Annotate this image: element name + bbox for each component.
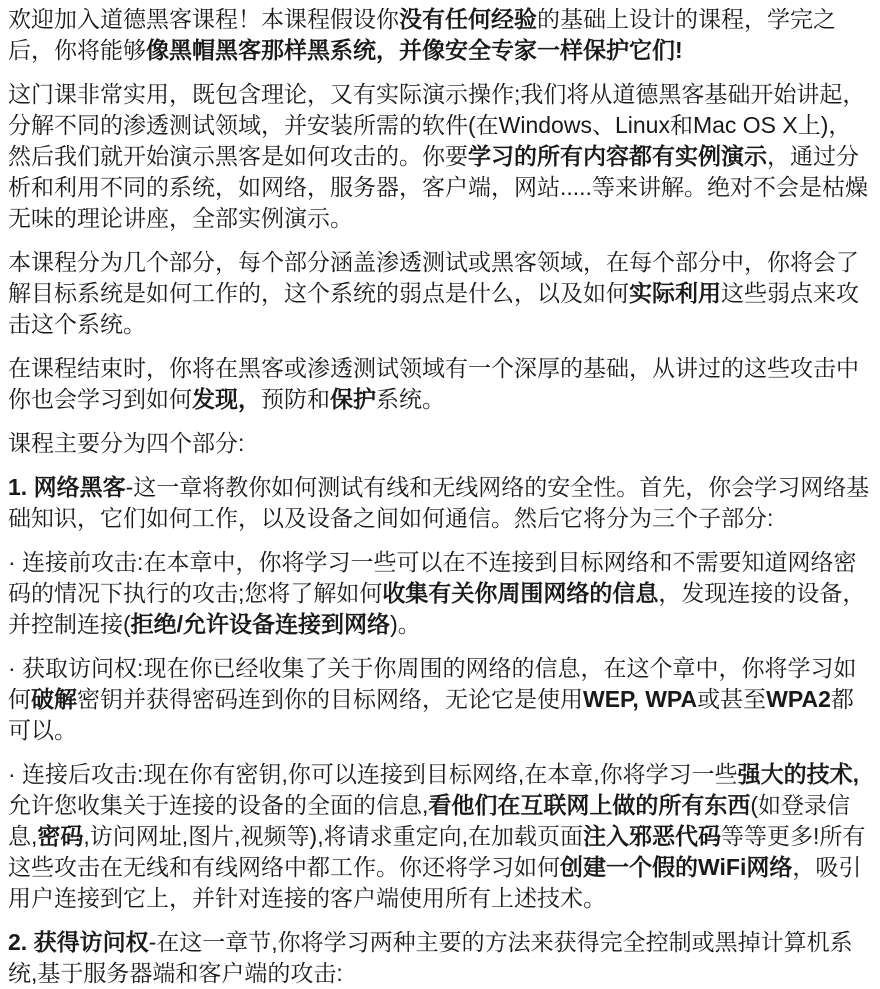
document-body [8, 4, 872, 989]
text-run: 在课程结束时，你将在黑客或渗透测试领域有一个深厚的基础，从讲过的这些攻击中你也会学习到如何 [8, 355, 859, 412]
bold-text-run: WPA2 [766, 686, 831, 712]
text-run: )。 [390, 611, 421, 637]
text-run: 本课程分为几个部分，每个部分涵盖渗透测试或黑客领域，在每个部分中，你将会了解目标系统是如何工作的，这个系统的弱点是什么，以及如何 [8, 249, 859, 306]
bold-text-run: 强大的技术, [737, 761, 860, 787]
bold-text-run: 保护 [330, 386, 376, 412]
bold-text-run: 1. 网络黑客 [8, 474, 126, 500]
bold-text-run: 像黑帽黑客那样黑系统，并像安全专家一样保护它们! [146, 37, 683, 63]
text-run: ,访问网址,图片,视频等),将请求重定向,在加载页面 [83, 823, 584, 849]
text-run: 预防和 [261, 386, 330, 412]
bold-text-run: 2. 获得访问权 [8, 929, 149, 955]
paragraph [8, 79, 872, 234]
text-run: 这些弱点来攻击这个系统。 [8, 280, 859, 337]
text-run: 系统。 [376, 386, 445, 412]
text-run: 都可以。 [8, 686, 854, 743]
paragraph [8, 428, 872, 459]
text-run: 等等更多!所有这些攻击在无线和有线网络中都工作。你还将学习如何 [8, 823, 866, 880]
bold-text-run: 没有任何经验 [399, 6, 537, 32]
paragraph [8, 247, 872, 340]
text-run: (如登录信息, [8, 792, 851, 849]
text-run: 欢迎加入道德黑客课程！本课程假设你 [8, 6, 399, 32]
bold-text-run: 创建一个假的WiFi网络 [560, 854, 793, 880]
bold-text-run: 看他们在互联网上做的所有东西 [428, 792, 751, 818]
bold-text-run: 注入邪恶代码 [583, 823, 722, 849]
paragraph [8, 547, 872, 640]
bold-text-run: 密码 [37, 823, 84, 849]
text-run: 密钥并获得密码连到你的目标网络，无论它是使用 [77, 686, 583, 712]
bold-text-run: 发现， [192, 386, 261, 412]
text-run: ，通过分析和利用不同的系统，如网络，服务器，客户端，网站.....等来讲解。绝对不会是枯燥无味的理论讲座，全部实例演示。 [8, 143, 868, 231]
text-run: · 连接后攻击:现在你有密钥,你可以连接到目标网络,在本章,你将学习一些 [8, 761, 738, 787]
text-run: -这一章将教你如何测试有线和无线网络的安全性。首先，你会学习网络基础知识，它们如何工作，以及设备之间如何通信。然后它将分为三个子部分: [8, 474, 870, 531]
text-run: 这门课非常实用，既包含理论，又有实际演示操作;我们将从道德黑客基础开始讲起，分解不同的渗透测试领域，并安装所需的软件(在Windows、Linux和Mac OS X上)，然后我们就开始演示黑客是如何攻击的。你要 [8, 81, 866, 169]
bold-text-run: WEP, WPA [583, 686, 698, 712]
bold-text-run: 破解 [31, 686, 77, 712]
text-run: · 连接前攻击:在本章中，你将学习一些可以在不连接到目标网络和不需要知道网络密码的情况下执行的攻击;您将了解如何 [8, 549, 857, 606]
text-run: · 获取访问权:现在你已经收集了关于你周围的网络的信息，在这个章中，你将学习如何 [8, 655, 857, 712]
text-run: -在这一章节,你将学习两种主要的方法来获得完全控制或黑掉计算机系统,基于服务器端和客户端的攻击: [8, 929, 853, 986]
paragraph-partial [8, 927, 872, 989]
text-run: ，发现连接的设备，并控制连接( [8, 580, 866, 637]
paragraph [8, 759, 872, 914]
text-run: 课程主要分为四个部分: [8, 430, 245, 456]
paragraph [8, 4, 872, 66]
text-run: ，吸引用户连接到它上，并针对连接的客户端使用所有上述技术。 [8, 854, 862, 911]
text-run: 允许您收集关于连接的设备的全面的信息, [8, 792, 429, 818]
paragraph [8, 353, 872, 415]
bold-text-run: 拒绝/允许设备连接到网络 [130, 611, 391, 637]
paragraph [8, 653, 872, 746]
bold-text-run: 收集有关你周围网络的信息 [382, 580, 659, 606]
bold-text-run: 实际利用 [629, 280, 721, 306]
bold-text-run: 学习的所有内容都有实例演示 [468, 143, 767, 169]
text-run: 或甚至 [697, 686, 767, 712]
paragraph [8, 472, 872, 534]
text-run: 的基础上设计的课程，学完之后，你将能够 [8, 6, 836, 63]
